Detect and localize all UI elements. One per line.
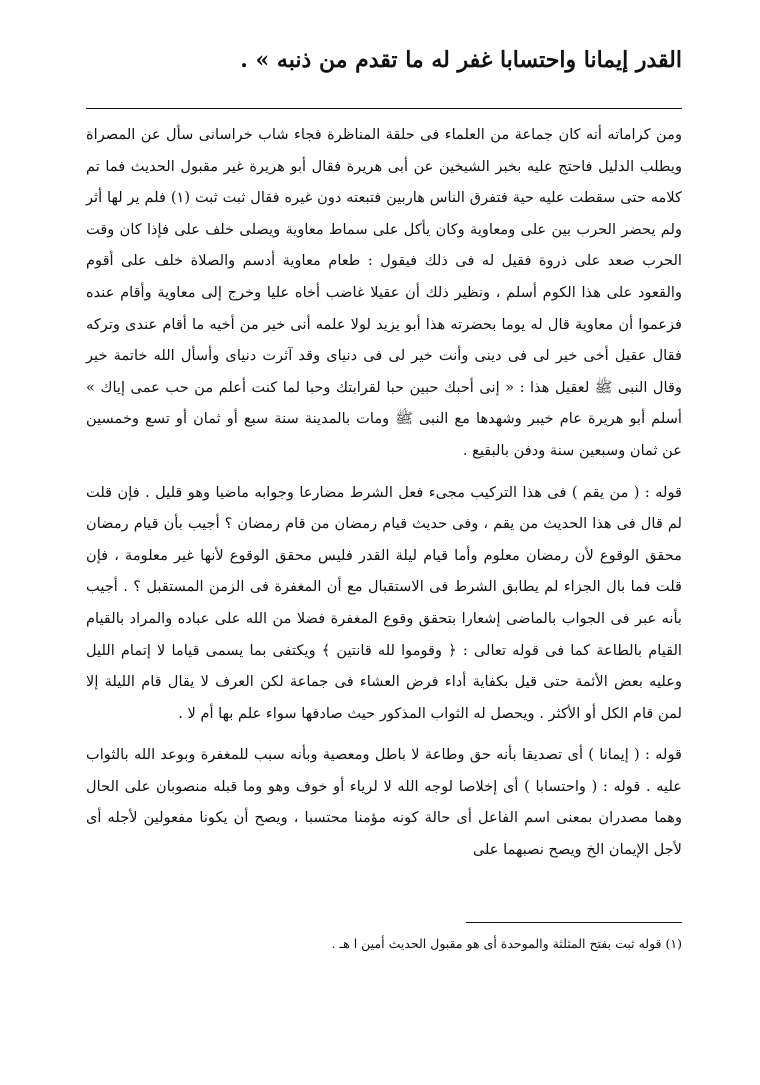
header-divider: [86, 108, 682, 109]
book-page: [86, 40, 682, 957]
footnote-text: (١) قوله ثبت بفتح المثلثة والموحدة أى هو مقبول الحديث أمين ا هـ .: [331, 935, 682, 951]
paragraph-1: ومن كراماته أنه كان جماعة من العلماء فى حلقة المناظرة فجاء شاب خراسانى سأل عن المصراة ويطلب الدليل فاحتج عليه بخبر الشيخين عن أبى هريرة فقال أبو هريرة غير مقبول الحديث فما تم كلامه حتى سقطت عليه حية فتفرق الناس هاربين فتبعته دون غيره فقال ثبت ثبت (١) فلم ير لها أثر ولم يحضر الحرب بين على ومعاوية وكان يأكل على سماط معاوية ويصلى خلف على فإذا كان وقت الحرب صعد على ذروة فقيل له فى ذلك فيقول : طعام معاوية أدسم والصلاة خلف على أقوم والقعود على هذا الكوم أسلم ، ونظير ذلك أن عقيلا غاضب أخاه عليا وخرج إلى معاوية وأقام عنده فزعموا أن معاوية قال له يوما بحضرته هذا أبو يزيد لولا علمه أنى خير من أخيه ما أقام عندى وتركه فقال عقيل أخى خير لى فى دينى وأنت خير لى فى دنياى وقد آثرت دنياى وأسأل الله خاتمة خير وقال النبى ﷺ لعقيل هذا : « إنى أحبك حبين حبا لقرابتك وحبا لما كنت أعلم من حب عمى إياك » أسلم أبو هريرة عام خيبر وشهدها مع النبى ﷺ ومات بالمدينة سنة سبع أو ثمان أو تسع وخمسين عن ثمان وسبعين سنة ودفن بالبقيع .: [86, 126, 682, 459]
paragraph-3: قوله : ( إيمانا ) أى تصديقا بأنه حق وطاعة لا باطل ومعصية وبأنه سبب للمغفرة وبوعد الله بالثواب عليه . قوله : ( واحتسابا ) أى إخلاصا لوجه الله لا لرياء أو خوف وهو وما قبله منصوبان على الحال وهما مصدران بمعنى اسم الفاعل أى حالة كونه مؤمنا محتسبا ، ويصح أن يكونا مفعولين لأجله أى لأجل الإيمان الخ ويصح نصبهما على: [86, 746, 682, 859]
body-text: [86, 119, 682, 866]
running-header-text: القدر إيمانا واحتسابا غفر له ما تقدم من ذنبه » .: [240, 47, 682, 73]
footnote-divider: [466, 922, 682, 923]
paragraph-2: قوله : ( من يقم ) فى هذا التركيب مجىء فعل الشرط مضارعا وجوابه ماضيا وهو قليل . فإن قلت لم قال فى هذا الحديث من يقم ، وفى حديث قيام رمضان من قام رمضان ؟ أجيب بأن قيام رمضان محقق الوقوع لأن رمضان معلوم وأما قيام ليلة القدر فليس محقق الوقوع لأنها غير معلومة ، فإن قلت فما بال الجزاء لم يطابق الشرط فى الاستقبال مع أن المغفرة فى الزمن المستقبل ؟ . أجيب بأنه عبر فى الجواب بالماضى إشعارا بتحقق وقوع المغفرة فضلا من الله على عباده والمراد بالقيام القيام بالطاعة كما فى قوله تعالى : ﴿ وقوموا لله قانتين ﴾ ويكتفى بما يسمى قياما لا إتمام الليل وعليه بعض الأئمة حتى قيل بكفاية أداء فرض العشاء فى جماعة لكن العرف لا يقال قام الليلة إلا لمن قام الكل أو الأكثر . ويحصل له الثواب المذكور حيث صادفها سواء علم بها أم لا .: [86, 483, 682, 722]
